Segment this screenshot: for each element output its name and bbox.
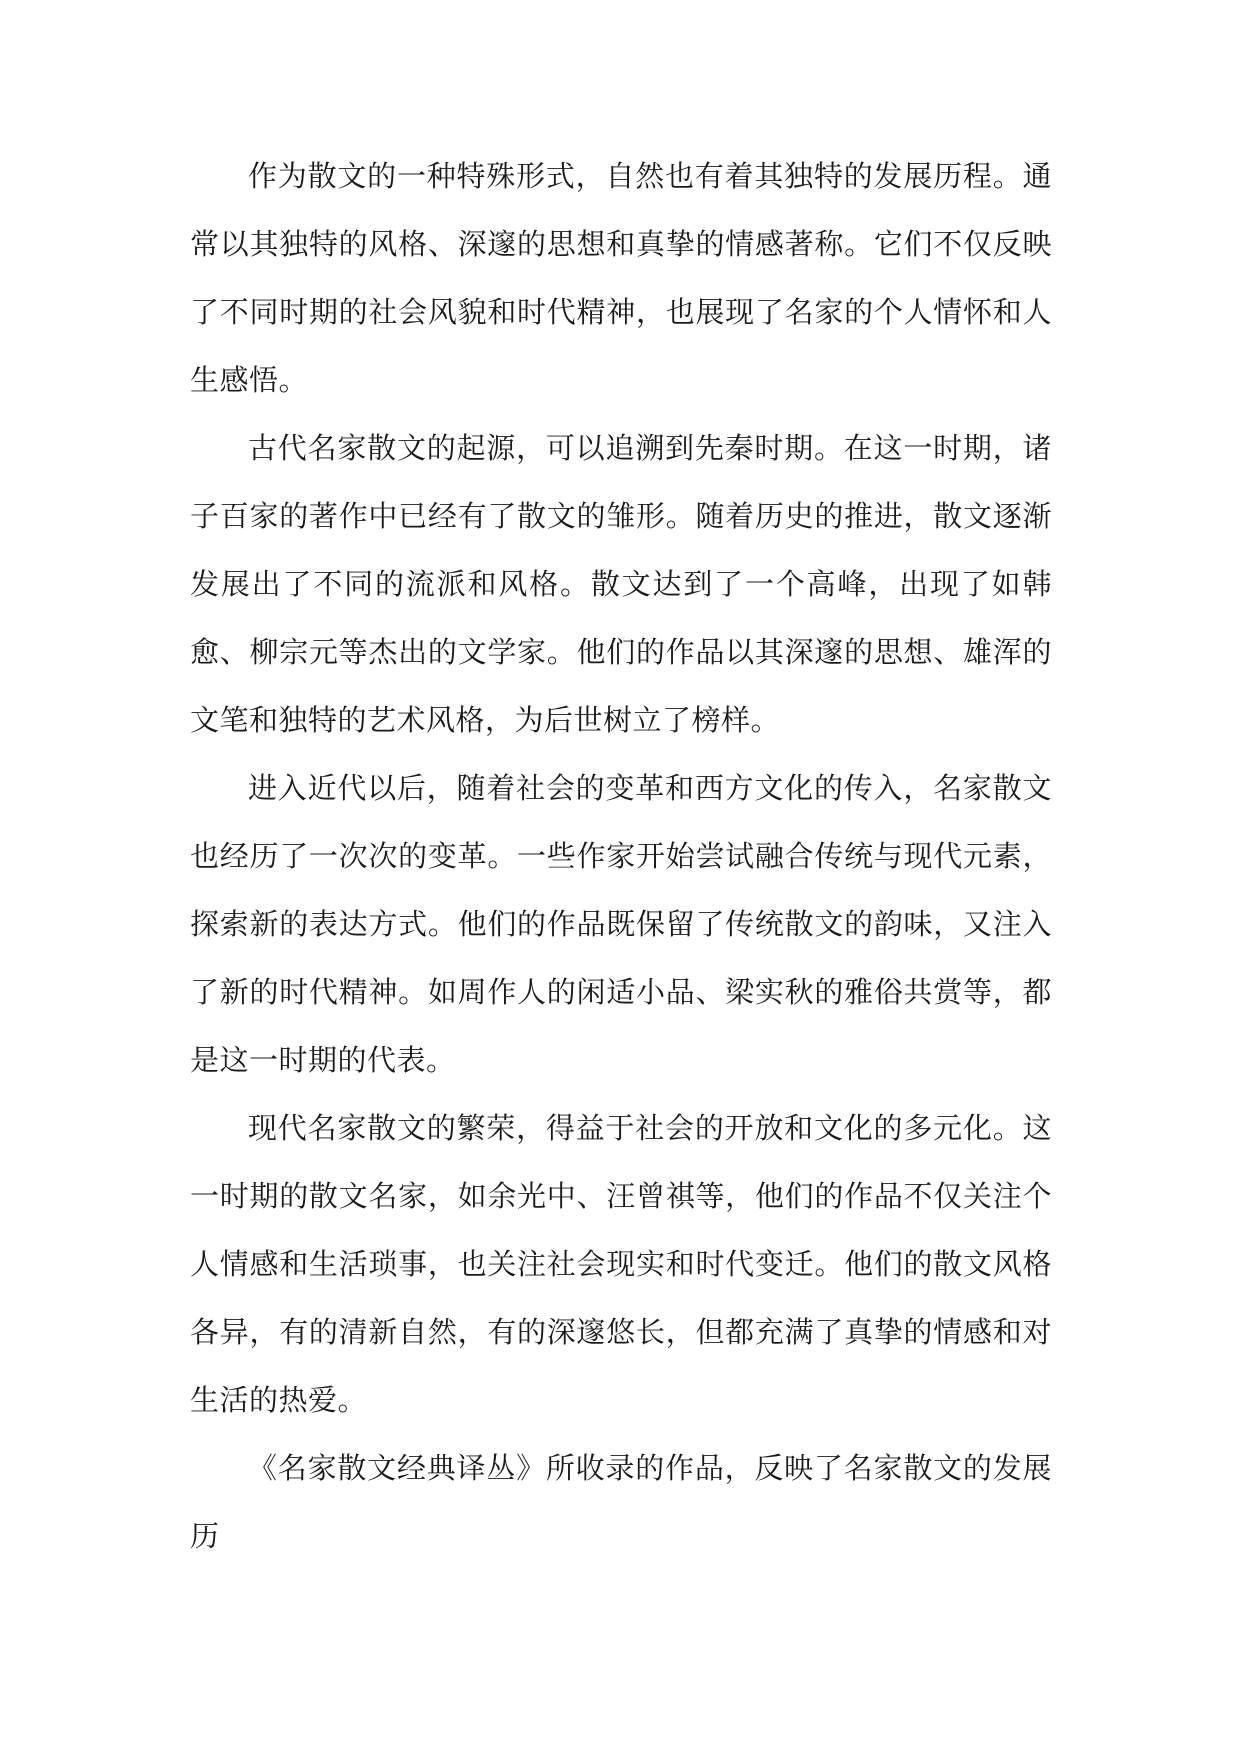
body-text — [190, 142, 1052, 1570]
paragraph-5: 《名家散文经典译丛》所收录的作品，反映了名家散文的发展历 — [190, 1451, 1052, 1553]
paragraph-2: 古代名家散文的起源，可以追溯到先秦时期。在这一时期，诸子百家的著作中已经有了散文的雏形。随着历史的推进，散文逐渐发展出了不同的流派和风格。散文达到了一个高峰，出现了如韩愈、柳宗元等杰出的文学家。他们的作品以其深邃的思想、雄浑的文笔和独特的艺术风格，为后世树立了榜样。 — [190, 431, 1052, 737]
paragraph-1: 作为散文的一种特殊形式，自然也有着其独特的发展历程。通常以其独特的风格、深邃的思想和真挚的情感著称。它们不仅反映了不同时期的社会风貌和时代精神，也展现了名家的个人情怀和人生感悟。 — [190, 159, 1052, 397]
paragraph-3: 进入近代以后，随着社会的变革和西方文化的传入，名家散文也经历了一次次的变革。一些作家开始尝试融合传统与现代元素，探索新的表达方式。他们的作品既保留了传统散文的韵味，又注入了新的时代精神。如周作人的闲适小品、梁实秋的雅俗共赏等，都是这一时期的代表。 — [190, 771, 1052, 1077]
paragraph-4: 现代名家散文的繁荣，得益于社会的开放和文化的多元化。这一时期的散文名家，如余光中、汪曾祺等，他们的作品不仅关注个人情感和生活琐事，也关注社会现实和时代变迁。他们的散文风格各异，有的清新自然，有的深邃悠长，但都充满了真挚的情感和对生活的热爱。 — [190, 1111, 1052, 1417]
